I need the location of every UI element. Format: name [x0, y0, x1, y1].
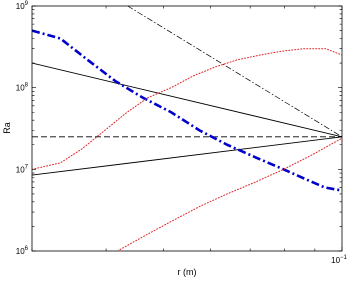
x-axis-label: r (m) [177, 267, 197, 277]
series-line-4 [128, 6, 342, 137]
series-line-1 [32, 63, 342, 137]
x-tick-label: $10^{-1}$ [331, 255, 347, 265]
y-tick-label: $10^6$ [15, 246, 28, 256]
y-tick-label: $10^8$ [15, 82, 28, 93]
y-axis-label: Ra [2, 122, 12, 134]
series-line-5 [32, 31, 342, 191]
plot-frame [32, 6, 342, 251]
tick-layer [16, 1, 348, 265]
series-line-7 [117, 138, 342, 251]
series-layer [32, 6, 342, 251]
series-line-6 [32, 49, 342, 170]
series-line-2 [32, 137, 342, 175]
y-tick-label: $10^7$ [15, 164, 28, 175]
y-tick-label: $10^9$ [15, 1, 28, 11]
